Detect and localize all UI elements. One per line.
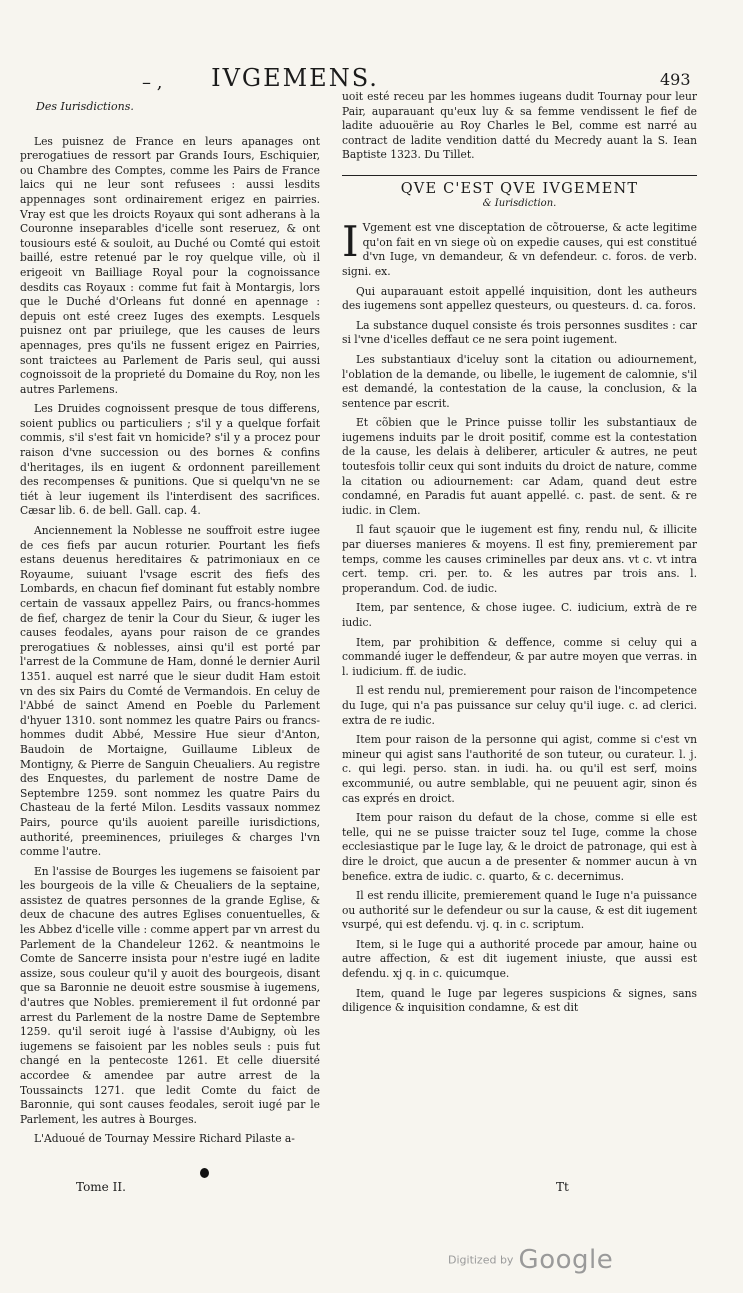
header-dash: – ,: [142, 72, 163, 93]
left-paragraph: En l'assise de Bourges les iugemens se faisoient par les bourgeois de la ville & Cheualiers de la septaine, assistez de quatres personnes de la grande Eglise, & deux de chacune des autres Eglises conuentuelles, & les Abbez d'icelle ville : comme appert par vn arrest du Parlement de la Chandeleur 1262. & neantmoins le Comte de Sancerre insista pour n'estre iugé en ladite assize, sous couleur qu'il y auoit des bourgeois, disant que sa Baronnie ne deuoit estre sousmise à iugemens, d'autres que Nobles. premierement il fut ordonné par arrest du Parlement de la nostre Dame de Septembre 1259. qu'il seroit iugé à l'assise d'Aubigny, où les iugemens se faisoient par les nobles seuls : puis fut changé en la pentecoste 1261. Et celle diuersité accordee & amendee par autre arrest de la Toussaincts 1271. que ledit Comte du faict de Baronnie, qui sont causes feodales, seroit iugé par le Parlement, les autres à Bourges.: [20, 864, 320, 1126]
right-intro: uoit esté receu par les hommes iugeans dudit Tournay pour leur Pair, auparauant qu'eux luy & sa femme vendissent le fief de ladite aduouërie au Roy Charles le Bel, comme est narré au contract de ladite vendition datté du Mecredy auant la S. Iean Baptiste 1323. Du Tillet.: [342, 90, 697, 162]
left-paragraph: Les puisnez de France en leurs apanages ont prerogatiues de ressort par Grands Iours, Eschiquier, ou Chambre des Comptes, comme les Pairs de France laics qui ne leur sont refusees : aussi lesdits appennages sont ordinairement erigez en pairries. Vray est que les droicts Royaux qui sont adherans à la Couronne inseparables d'icelle sont reseruez, & ont tousiours esté & souloit, au Duché ou Comté qui estoit baillé, estre retenué par le roy quelque ville, où il erigeoit vn Bailliage Royal pour la cognoissance desdits cas Royaux : comme fut fait à Montargis, lors que le Duché d'Orleans fut donné en apennage : depuis ont esté creez Iuges des exempts. Lesquels puisnez ont par priuilege, que les causes de leurs apennages, pres qu'ils ne fussent erigez en Pairries, sont traictees au Parlement de Paris seul, qui aussi cognoissoit de la proprieté du Domaine du Roy, non les autres Parlemens.: [20, 134, 320, 396]
left-last-line: L'Aduoué de Tournay Messire Richard Pilaste a-: [34, 1132, 295, 1146]
right-paragraph: Il faut sçauoir que le iugement est finy, rendu nul, & illicite par diuerses manieres & moyens. Il est finy, premierement par temps, comme les causes criminelles par deux ans. vt c. vt intra cert. temp. cri. per. to. & les autres par trois ans. l. properandum. Cod. de iudic.: [342, 523, 697, 595]
right-column: [342, 90, 697, 1021]
first-paragraph-text: Vgement est vne disceptation de cõtrouerse, & acte legitime qu'on fait en vn siege où on expedie causes, qui est constitué d'vn Iuge, vn demandeur, & vn defendeur. c. foros. de verb. signi. ex.: [342, 221, 697, 278]
section-subtitle: & Iurisdiction.: [482, 197, 557, 209]
watermark-prefix: Digitized by: [448, 1253, 514, 1267]
right-paragraph: Et cõbien que le Prince puisse tollir les substantiaux de iugemens induits par le droit positif, comme est la contestation de la cause, les delais à deliberer, articuler & autres, ne peut toutesfois tollir ceux qui sont induits du droict de nature, comme la citation ou adiournement: car Adam, quand deut estre condamné, en Paradis fut auant appellé. c. past. de sent. & re iudic. in Clem.: [342, 416, 697, 517]
digitized-watermark: [448, 1245, 613, 1275]
right-paragraph: Item, par prohibition & deffence, comme si celuy qui a commandé iuger le deffendeur, & par autre moyen que verras. in l. iudicium. ff. de iudic.: [342, 635, 697, 678]
right-paragraph: Il est rendu illicite, premierement quand le Iuge n'a puissance ou authorité sur le defendeur ou sur la cause, & est dit iugement vsurpé, qui est defendu. vj. q. in c. scriptum.: [342, 889, 697, 932]
right-paragraph: Qui auparauant estoit appellé inquisition, dont les autheurs des iugemens sont appellez questeurs, ou questeurs. d. ca. foros.: [342, 284, 697, 313]
volume-label: Tome II.: [76, 1180, 126, 1194]
signature-mark: Tt: [556, 1180, 569, 1194]
right-paragraph: Item pour raison de la personne qui agist, comme si c'est vn mineur qui agist sans l'authorité de son tuteur, ou curateur. l. j. c. qui legi. perso. stan. in iudi. ha. ou qu'il est serf, moins excommunié, ou autre semblable, qui ne peuuent agir, sinon és cas exprés en droict.: [342, 733, 697, 805]
right-paragraph: Item pour raison du defaut de la chose, comme si elle est telle, qui ne se puisse traicter souz tel Iuge, comme la chose ecclesiastique par le Iuge lay, & le droict de patronage, qui est à dire le droict, que aucun a de presenter & nommer aucun à vn benefice. extra de iudic. c. quarto, & c. decernimus.: [342, 811, 697, 883]
section-title: QVE C'EST QVE IVGEMENT: [400, 180, 639, 197]
page-number: 493: [660, 70, 691, 89]
right-paragraph: La substance duquel consiste és trois personnes susdites : car si l'vne d'icelles deffaut ce ne sera point iugement.: [342, 318, 697, 347]
right-paragraph: Item, par sentence, & chose iugee. C. iudicium, extrà de re iudic.: [342, 601, 697, 629]
right-paragraph: Item, si le Iuge qui a authorité procede par amour, haine ou autre affection, & est dit iugement iniuste, que aussi est defendu. xj q. in c. quicumque.: [342, 937, 697, 981]
section-rule: [342, 175, 697, 176]
right-paragraph: Item, quand le Iuge par legeres suspicions & signes, sans diligence & inquisition condamne, & est dit: [342, 986, 697, 1015]
right-paragraph: Il est rendu nul, premierement pour raison de l'incompetence du Iuge, qui n'a pas puissance sur celuy qu'il iuge. c. ad clerici. extra de re iudic.: [342, 684, 697, 727]
first-paragraph: [342, 217, 697, 279]
left-subheading: Des Iurisdictions.: [36, 100, 134, 113]
left-paragraph: Anciennement la Noblesse ne souffroit estre iugee de ces fiefs par aucun roturier. Pourtant les fiefs estans deuenus hereditaires & patrimoniaux en ce Royaume, suiuant l'vsage escrit des fiefs des Lombards, en chacun fief dominant fut estably nombre certain de vassaux appellez Pairs, ou francs-hommes de fief, chargez de tenir la Cour du Sieur, & iuger les causes feodales, ayans pour raison de ce grandes prerogatiues & noblesses, ainsi qu'il est porté par l'arrest de la Commune de Ham, donné le dernier Auril 1351. auquel est narré que le sieur dudit Ham estoit vn des six Pairs du Comté de Vermandois. En celuy de l'Abbé de sainct Amend en Poeble du Parlement d'hyuer 1310. sont nommez les quatre Pairs ou francs-hommes dudit Abbé, Messire Hue sieur d'Anton, Baudoin de Mortaigne, Guillaume Libleux de Montigny, & Pierre de Sanguin Cheualiers. Au registre des Enquestes, du parlement de nostre Dame de Septembre 1259. sont nommez les quatre Pairs du Chasteau de la ferté Milon. Lesdits vassaux nommez Pairs, pource qu'ils auoient pareille iurisdictions, authorité, preeminences, priuileges & charges l'vn comme l'autre.: [20, 524, 320, 859]
drop-cap: I: [342, 217, 359, 267]
ink-blot: [200, 1168, 209, 1178]
right-paragraph: Les substantiaux d'iceluy sont la citation ou adiournement, l'oblation de la demande, ou libelle, le iugement de calomnie, s'il est demandé, la contestation de la cause, la conclusion, & la sentence par escrit.: [342, 352, 697, 410]
left-column: [20, 100, 320, 1152]
left-paragraph: Les Druides cognoissent presque de tous differens, soient publics ou particuliers ; s'il y a quelque forfait commis, s'il s'est fait vn homicide? s'il y a procez pour raison d'vne succession ou des bornes & confins d'heritages, ils en iugent & ordonnent pareillement des recompenses & punitions. Que si quelqu'vn ne se tiét à leur iugement ils l'interdisent des sacrifices. Cæsar lib. 6. de bell. Gall. cap. 4.: [20, 402, 320, 518]
watermark-brand: Google: [518, 1245, 614, 1275]
running-head: IVGEMENS.: [211, 64, 379, 92]
